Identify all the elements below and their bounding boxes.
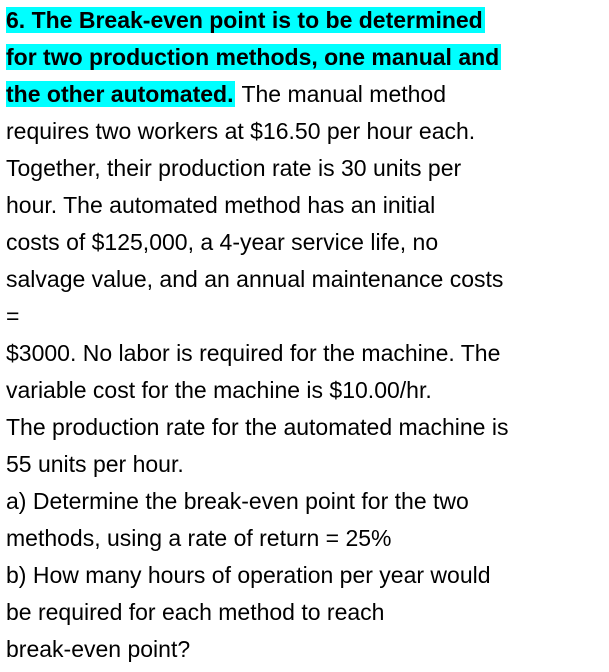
- question-line-2: [6, 39, 501, 76]
- highlighted-title-line-2: for two production methods, one manual and: [6, 44, 500, 70]
- highlighted-title-line-3: the other automated.: [6, 81, 234, 107]
- question-line-10: $3000. No labor is required for the machine. The: [6, 340, 501, 366]
- question-line-12: The production rate for the automated machine is: [6, 414, 509, 440]
- question-line-11: variable cost for the machine is $10.00/hr.: [6, 377, 432, 403]
- question-line-4: requires two workers at $16.50 per hour each.: [6, 118, 476, 144]
- question-line-16: b) How many hours of operation per year would: [6, 562, 491, 588]
- question-text-segment: The manual method: [235, 81, 447, 107]
- question-line-15: methods, using a rate of return = 25%: [6, 525, 392, 551]
- question-line-8: salvage value, and an annual maintenance costs: [6, 266, 504, 292]
- question-line-14: a) Determine the break-even point for the two: [6, 488, 469, 514]
- question-line-13: 55 units per hour.: [6, 451, 184, 477]
- question-line-3: [6, 76, 446, 113]
- highlighted-title-line-1: 6. The Break-even point is to be determined: [6, 7, 483, 33]
- question-line-18: break-even point?: [6, 636, 191, 662]
- question-line-17: be required for each method to reach: [6, 599, 385, 625]
- question-line-9: =: [6, 303, 20, 329]
- question-line-1: [6, 2, 485, 39]
- question-line-5: Together, their production rate is 30 units per: [6, 155, 462, 181]
- question-line-7: costs of $125,000, a 4-year service life, no: [6, 229, 439, 255]
- question-line-6: hour. The automated method has an initial: [6, 192, 436, 218]
